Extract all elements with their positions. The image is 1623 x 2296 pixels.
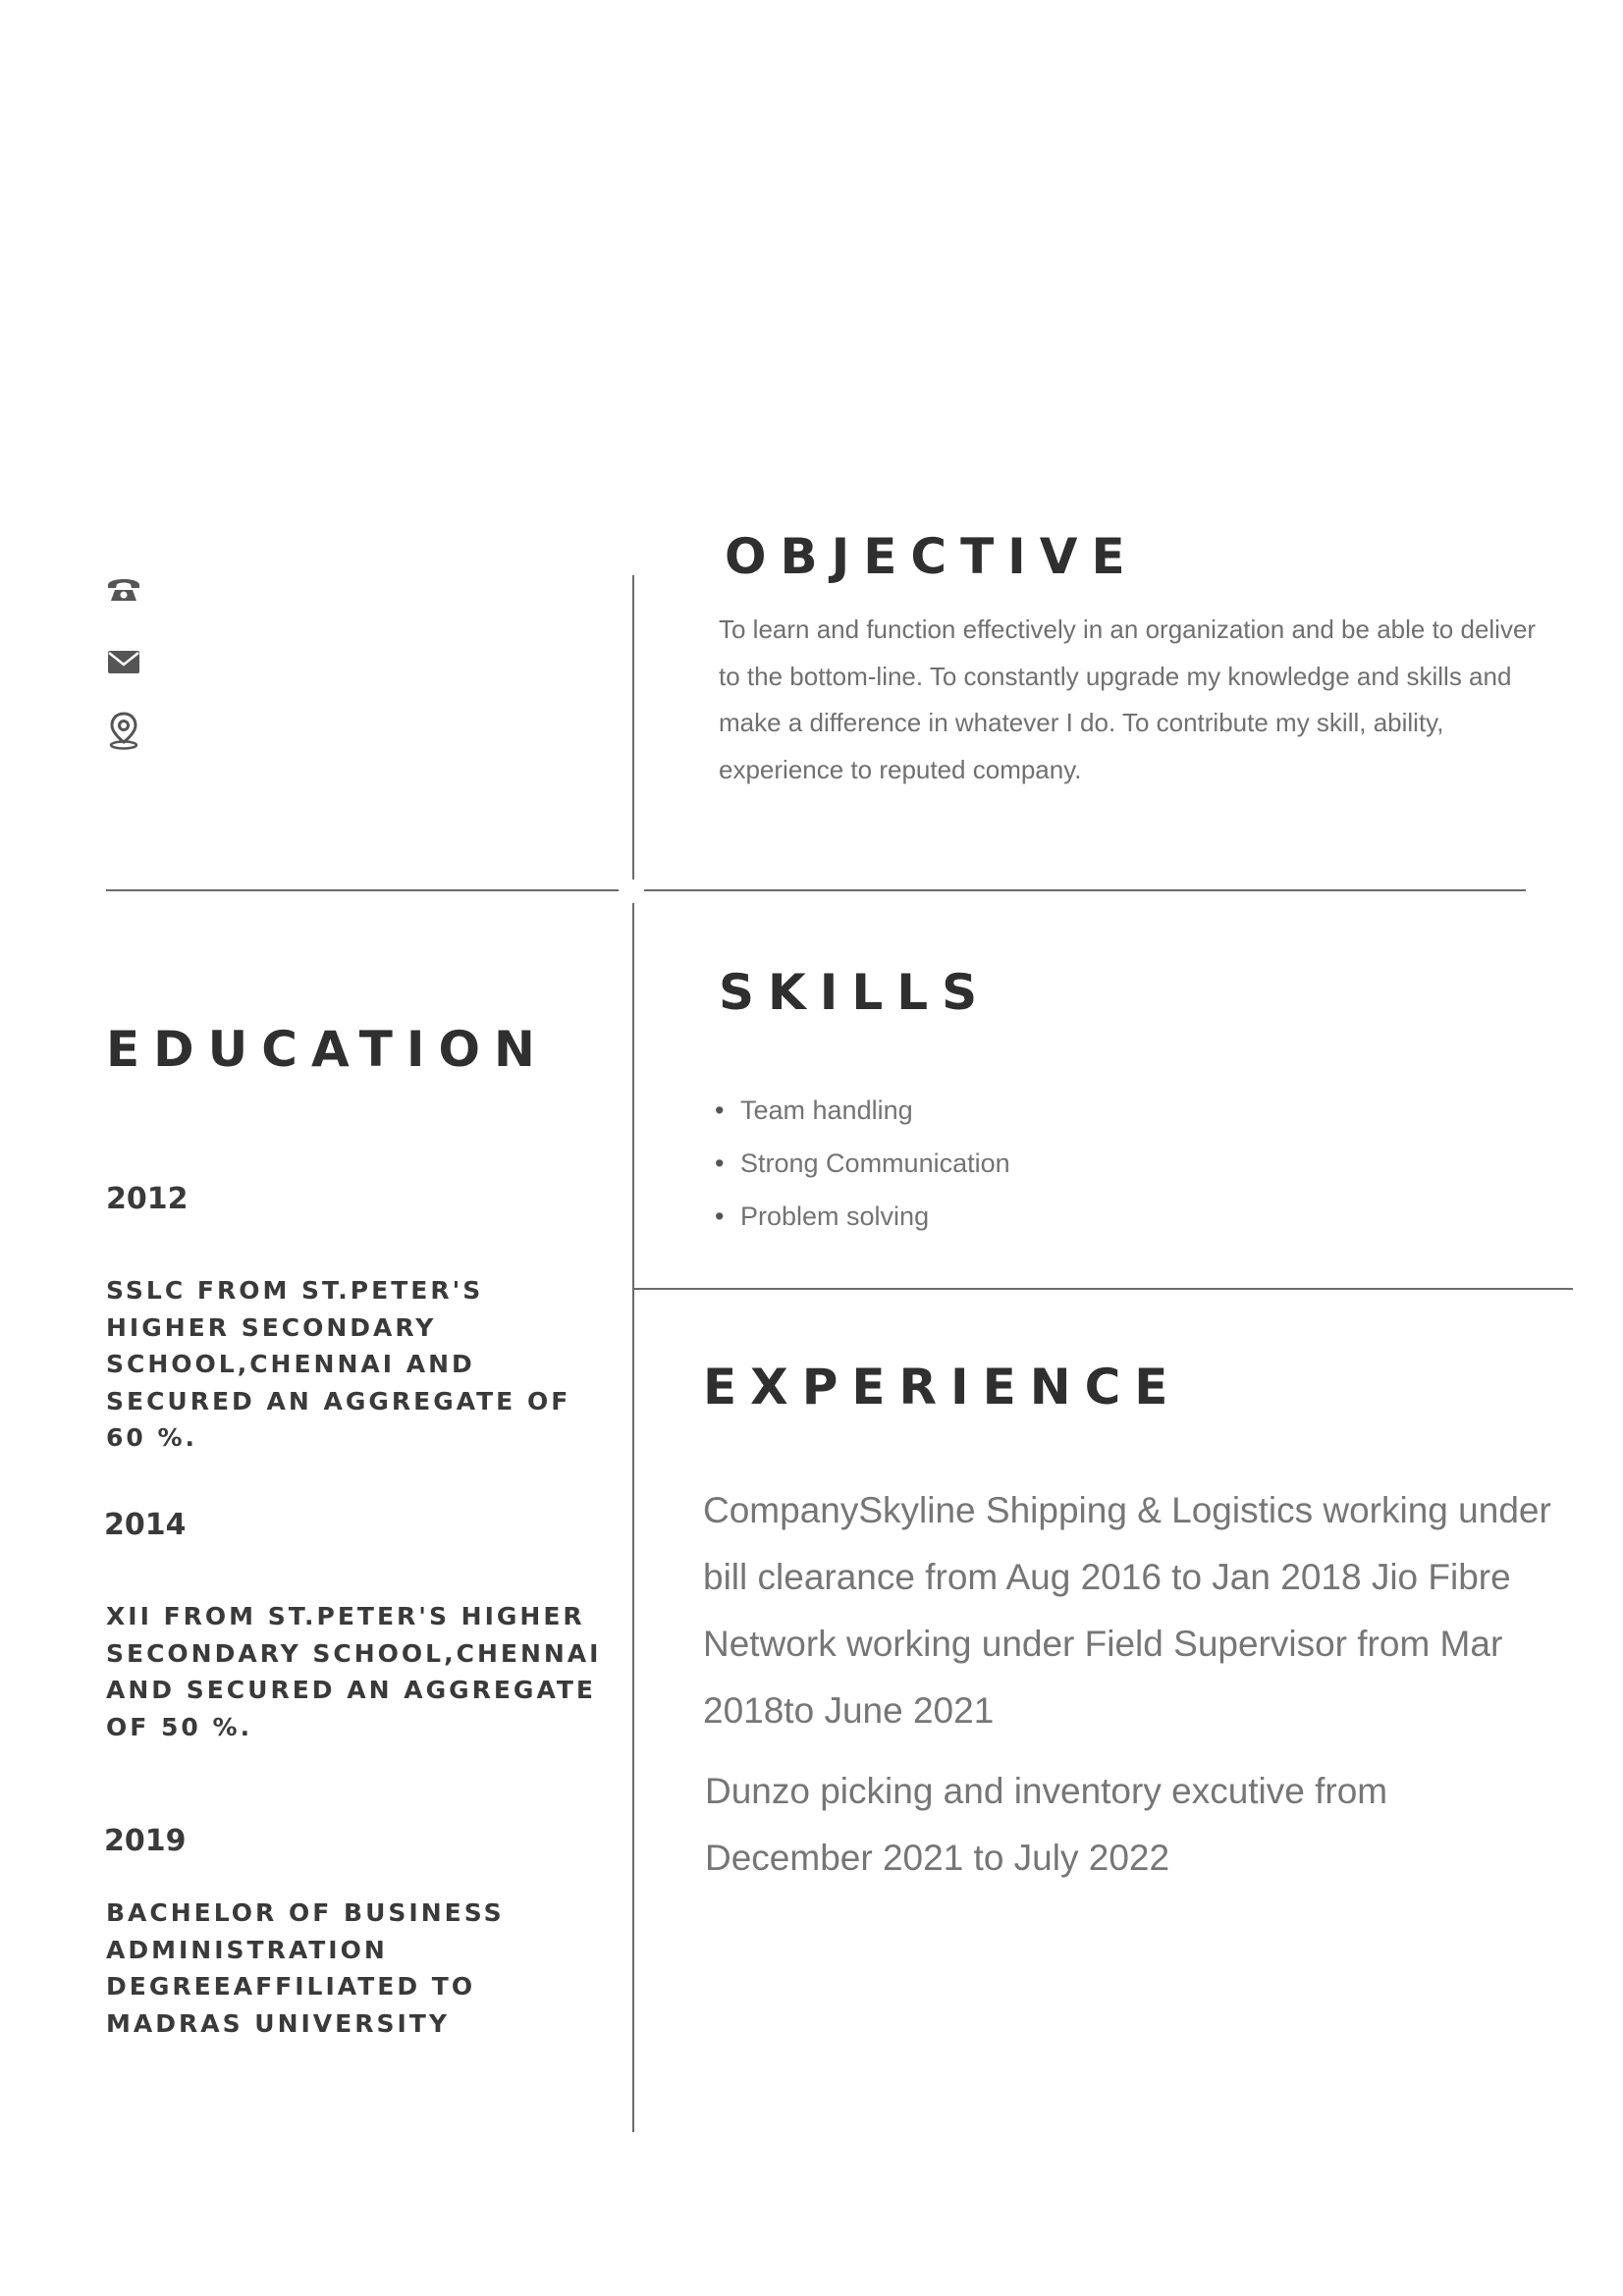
education-entry-2019: BACHELOR OF BUSINESS ADMINISTRATION DEGREEAFFILIATED TO MADRAS UNIVERSITY [106,1898,505,2038]
skill-item: • Team handling [715,1095,913,1125]
horizontal-divider-skills [632,1288,1573,1290]
skills-list [715,1084,1010,1243]
skill-item: • Strong Communication [715,1148,1010,1178]
horizontal-divider-left [106,889,619,891]
skills-heading: SKILLS [719,964,992,1021]
education-entry-2012: SSLC FROM ST.PETER'S HIGHER SECONDARY SCHOOL,CHENNAI AND SECURED AN AGGREGATE OF 60 %. [106,1276,571,1452]
experience-heading: EXPERIENCE [703,1359,1182,1415]
education-year-2014: 2014 [104,1508,187,1542]
education-year-2019: 2019 [104,1824,187,1858]
vertical-divider-top [632,575,634,880]
education-heading: EDUCATION [106,1021,549,1078]
experience-paragraph-2: Dunzo picking and inventory excutive from December 2021 to July 2022 [705,1771,1388,1878]
location-pin-icon [104,711,143,750]
education-year-2012: 2012 [106,1182,189,1216]
horizontal-divider-right [644,889,1526,891]
phone-icon [104,569,143,609]
skill-item: • Problem solving [715,1201,930,1231]
education-entry-2014: XII FROM ST.PETER'S HIGHER SECONDARY SCHOOL,CHENNAI AND SECURED AN AGGREGATE OF 50 %. [106,1602,602,1741]
vertical-divider-bottom [632,903,634,2132]
envelope-icon [104,642,143,681]
objective-text: To learn and function effectively in an organization and be able to deliver to the bottom-line. To constantly upgrade my knowledge and skills and make a difference in whatever I do. To contribute my skill, ability, experience to reputed company. [719,614,1537,784]
experience-paragraph-1: CompanySkyline Shipping & Logistics working under bill clearance from Aug 2016 to Jan 2018 Jio Fibre Network working under Field Supervisor from Mar 2018to June 2021 [703,1490,1551,1731]
objective-heading: OBJECTIVE [725,528,1139,585]
